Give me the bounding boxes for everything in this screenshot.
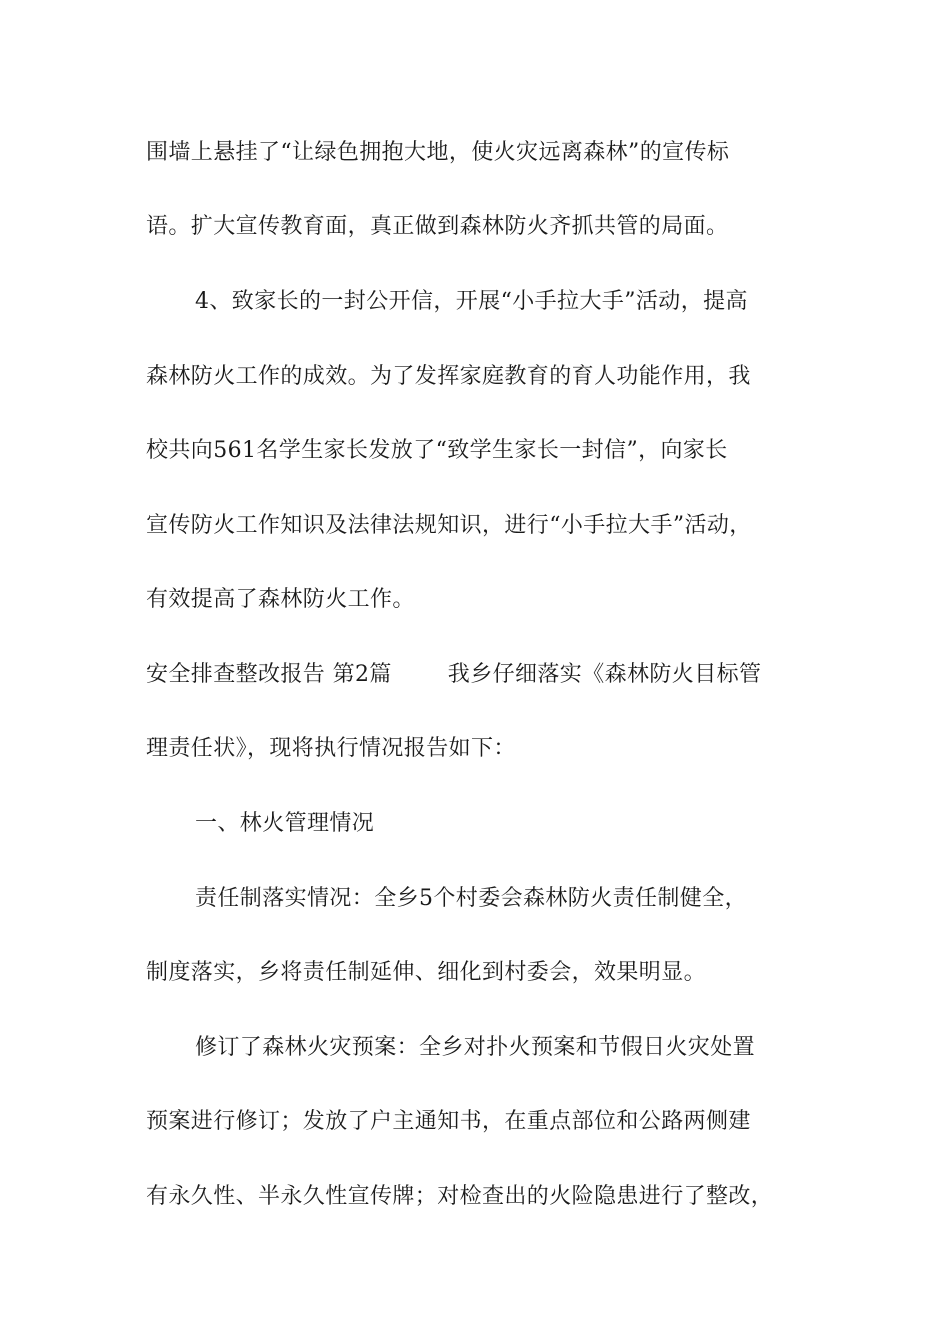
paragraph-line: 制度落实，乡将责任制延伸、细化到村委会，效果明显。 xyxy=(146,960,707,985)
paragraph-line: 围墙上悬挂了“让绿色拥抱大地，使火灾远离森林”的宣传标 xyxy=(146,140,730,165)
paragraph-line: 责任制落实情况：全乡5个村委会森林防火责任制健全， xyxy=(195,886,747,911)
paragraph-line: 4、致家长的一封公开信，开展“小手拉大手”活动，提高 xyxy=(195,289,748,314)
paragraph-line: 理责任状》，现将执行情况报告如下： xyxy=(146,736,516,761)
section-heading-line xyxy=(146,660,816,690)
paragraph-line: 预案进行修订；发放了户主通知书，在重点部位和公路两侧建 xyxy=(146,1109,751,1134)
paragraph-line: 有效提高了森林防火工作。 xyxy=(146,587,415,612)
section-intro: 我乡仔细落实《森林防火目标管 xyxy=(447,662,762,687)
paragraph-line: 宣传防火工作知识及法律法规知识，进行“小手拉大手”活动， xyxy=(146,513,752,538)
section-title: 安全排查整改报告 第2篇 xyxy=(146,662,392,687)
paragraph-line: 森林防火工作的成效。为了发挥家庭教育的育人功能作用，我 xyxy=(146,364,751,389)
paragraph-line: 校共向561名学生家长发放了“致学生家长一封信”，向家长 xyxy=(146,438,728,463)
subsection-heading: 一、林火管理情况 xyxy=(195,811,375,836)
paragraph-line: 语。扩大宣传教育面，真正做到森林防火齐抓共管的局面。 xyxy=(146,214,729,239)
paragraph-line: 修订了森林火灾预案：全乡对扑火预案和节假日火灾处置 xyxy=(195,1035,756,1060)
paragraph-line: 有永久性、半永久性宣传牌；对检查出的火险隐患进行了整改， xyxy=(146,1184,774,1209)
